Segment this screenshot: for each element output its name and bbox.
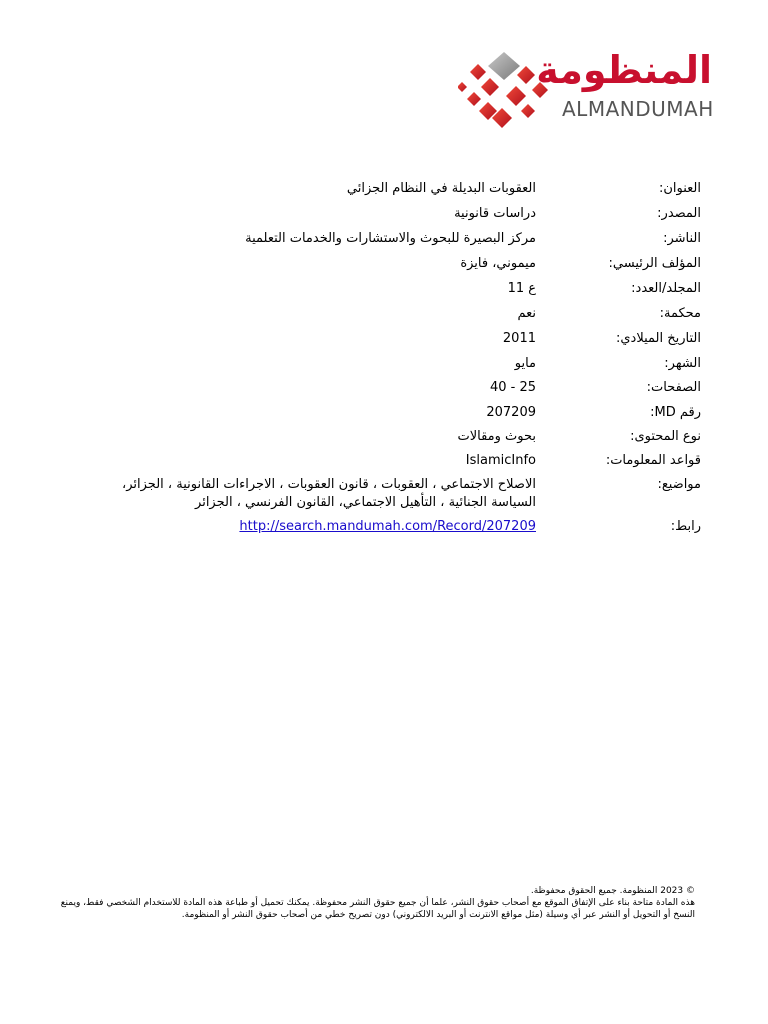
md-number-label: رقم MD: (650, 405, 701, 420)
md-number-value: 207209 (486, 405, 536, 420)
copyright-text: © 2023 المنظومة. جميع الحقوق محفوظة. (530, 886, 695, 896)
row-content-type (0, 428, 768, 450)
content-type-label: نوع المحتوى: (630, 429, 701, 444)
title-label: العنوان: (658, 181, 701, 196)
subjects-label: مواضيع: (657, 477, 701, 492)
month-label: الشهر: (664, 356, 701, 371)
row-month (0, 355, 768, 377)
gregorian-date-value: 2011 (502, 331, 536, 346)
row-publisher (0, 230, 768, 252)
row-md-number (0, 404, 768, 426)
gregorian-date-label: التاريخ الميلادي: (616, 331, 701, 346)
volume-issue-value: ع 11 (507, 281, 536, 296)
row-subjects (0, 476, 768, 516)
link-label: رابط: (670, 519, 701, 534)
link-container (76, 518, 536, 536)
row-title (0, 180, 768, 202)
logo-arabic-wordmark: المنظومة (536, 48, 712, 92)
databases-label: قواعد المعلومات: (605, 453, 701, 468)
row-link (0, 518, 768, 540)
source-label: المصدر: (657, 206, 701, 221)
volume-issue-label: المجلد/العدد: (631, 281, 701, 296)
almandumah-logo (458, 48, 718, 130)
row-databases (0, 452, 768, 474)
source-value: دراسات قانونية (454, 206, 536, 221)
peer-reviewed-label: محكمة: (659, 306, 701, 321)
peer-reviewed-value: نعم (517, 306, 536, 321)
row-volume-issue (0, 280, 768, 302)
row-pages (0, 379, 768, 401)
copyright-footer (52, 885, 695, 921)
title-value: العقوبات البديلة في النظام الجزائي (346, 181, 536, 196)
row-peer-reviewed (0, 305, 768, 327)
month-value: مايو (514, 356, 536, 371)
pages-value: 25 - 40 (489, 380, 536, 395)
databases-value: IslamicInfo (465, 453, 536, 468)
publisher-value: مركز البصيرة للبحوث والاستشارات والخدمات التعلمية (245, 231, 536, 246)
row-source (0, 205, 768, 227)
subjects-value: الاصلاح الاجتماعي ، العقوبات ، قانون العقوبات ، الاجراءات القانونية ، الجزائر، السياسة الجنائية ، التأهيل الاجتماعي، القانون الفرنسي ، الجزائر (122, 477, 536, 510)
publisher-label: الناشر: (663, 231, 701, 246)
logo-english-wordmark: ALMANDUMAH (562, 97, 714, 121)
row-main-author (0, 255, 768, 277)
record-url-link[interactable]: http://search.mandumah.com/Record/207209 (239, 519, 536, 534)
row-gregorian-date (0, 330, 768, 352)
main-author-value: ميموني، فايزة (460, 256, 536, 271)
usage-notice-text: هذه المادة متاحة بناء على الإتفاق الموقع مع أصحاب حقوق النشر، علما أن جميع حقوق النشر محفوظة. يمكنك تحميل أو طباعة هذه المادة للاستخدام الشخصي فقط، ويمنع النسخ أو التحويل أو النشر عبر أي وسيلة (مثل مواقع الانترنت أو البريد الالكتروني) دون تصريح خطي من أصحاب حقوق النشر أو المنظومة. (60, 898, 695, 920)
pages-label: الصفحات: (646, 380, 701, 395)
content-type-value: بحوث ومقالات (457, 429, 536, 444)
main-author-label: المؤلف الرئيسي: (608, 256, 701, 271)
